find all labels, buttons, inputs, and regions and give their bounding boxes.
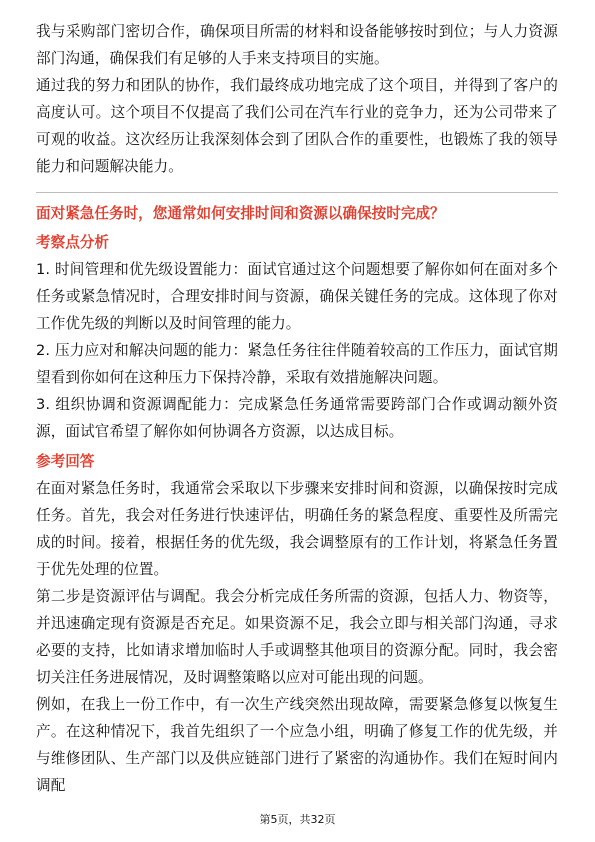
body-paragraph: 我与采购部门密切合作，确保项目所需的材料和设备能够按时到位；与人力资源部门沟通，确保我们有足够的人手来支持项目的实施。 bbox=[36, 23, 558, 67]
document-page bbox=[36, 18, 558, 799]
body-paragraph: 通过我的努力和团队的协作，我们最终成功地完成了这个项目，并得到了客户的高度认可。这个项目不仅提高了我们公司在汽车行业的竞争力，还为公司带来了可观的收益。这次经历让我深刻体会到了团队合作的重要性，也锻炼了我的领导能力和问题解决能力。 bbox=[36, 77, 558, 175]
analysis-heading: 考察点分析 bbox=[36, 234, 109, 251]
answer-paragraph: 第二步是资源评估与调配。我会分析完成任务所需的资源，包括人力、物资等，并迅速确定现有资源是否充足。如果资源不足，我会立即与相关部门沟通，寻求必要的支持，比如请求增加临时人手或调整其他项目的资源分配。同时，我会密切关注任务进展情况，及时调整策略以应对可能出现的问题。 bbox=[36, 588, 558, 686]
answer-paragraph: 在面对紧急任务时，我通常会采取以下步骤来安排时间和资源，以确保按时完成任务。首先，我会对任务进行快速评估，明确任务的紧急程度、重要性及所需完成的时间。接着，根据任务的优先级，我会调整原有的工作计划，将紧急任务置于优先处理的位置。 bbox=[36, 480, 558, 578]
answer-paragraph: 例如，在我上一份工作中，有一次生产线突然出现故障，需要紧急修复以恢复生产。在这种情况下，我首先组织了一个应急小组，明确了修复工作的优先级，并与维修团队、生产部门以及供应链部门进行了紧密的沟通协作。我们在短时间内调配 bbox=[36, 696, 558, 794]
analysis-item: 2. 压力应对和解决问题的能力：紧急任务往往伴随着较高的工作压力，面试官期望看到你如何在这种压力下保持冷静，采取有效措施解决问题。 bbox=[36, 342, 558, 386]
page-number-footer: 第5页，共32页 bbox=[259, 813, 336, 826]
interview-question: 面对紧急任务时，您通常如何安排时间和资源以确保按时完成？ bbox=[36, 205, 445, 222]
analysis-item: 1. 时间管理和优先级设置能力：面试官通过这个问题想要了解你如何在面对多个任务或紧急情况时，合理安排时间与资源，确保关键任务的完成。这体现了你对工作优先级的判断以及时间管理的能力。 bbox=[36, 261, 558, 332]
answer-heading: 参考回答 bbox=[36, 453, 95, 470]
analysis-item: 3. 组织协调和资源调配能力：完成紧急任务通常需要跨部门合作或调动额外资源，面试官希望了解你如何协调各方资源，以达成目标。 bbox=[36, 396, 558, 440]
section-divider bbox=[36, 192, 558, 193]
